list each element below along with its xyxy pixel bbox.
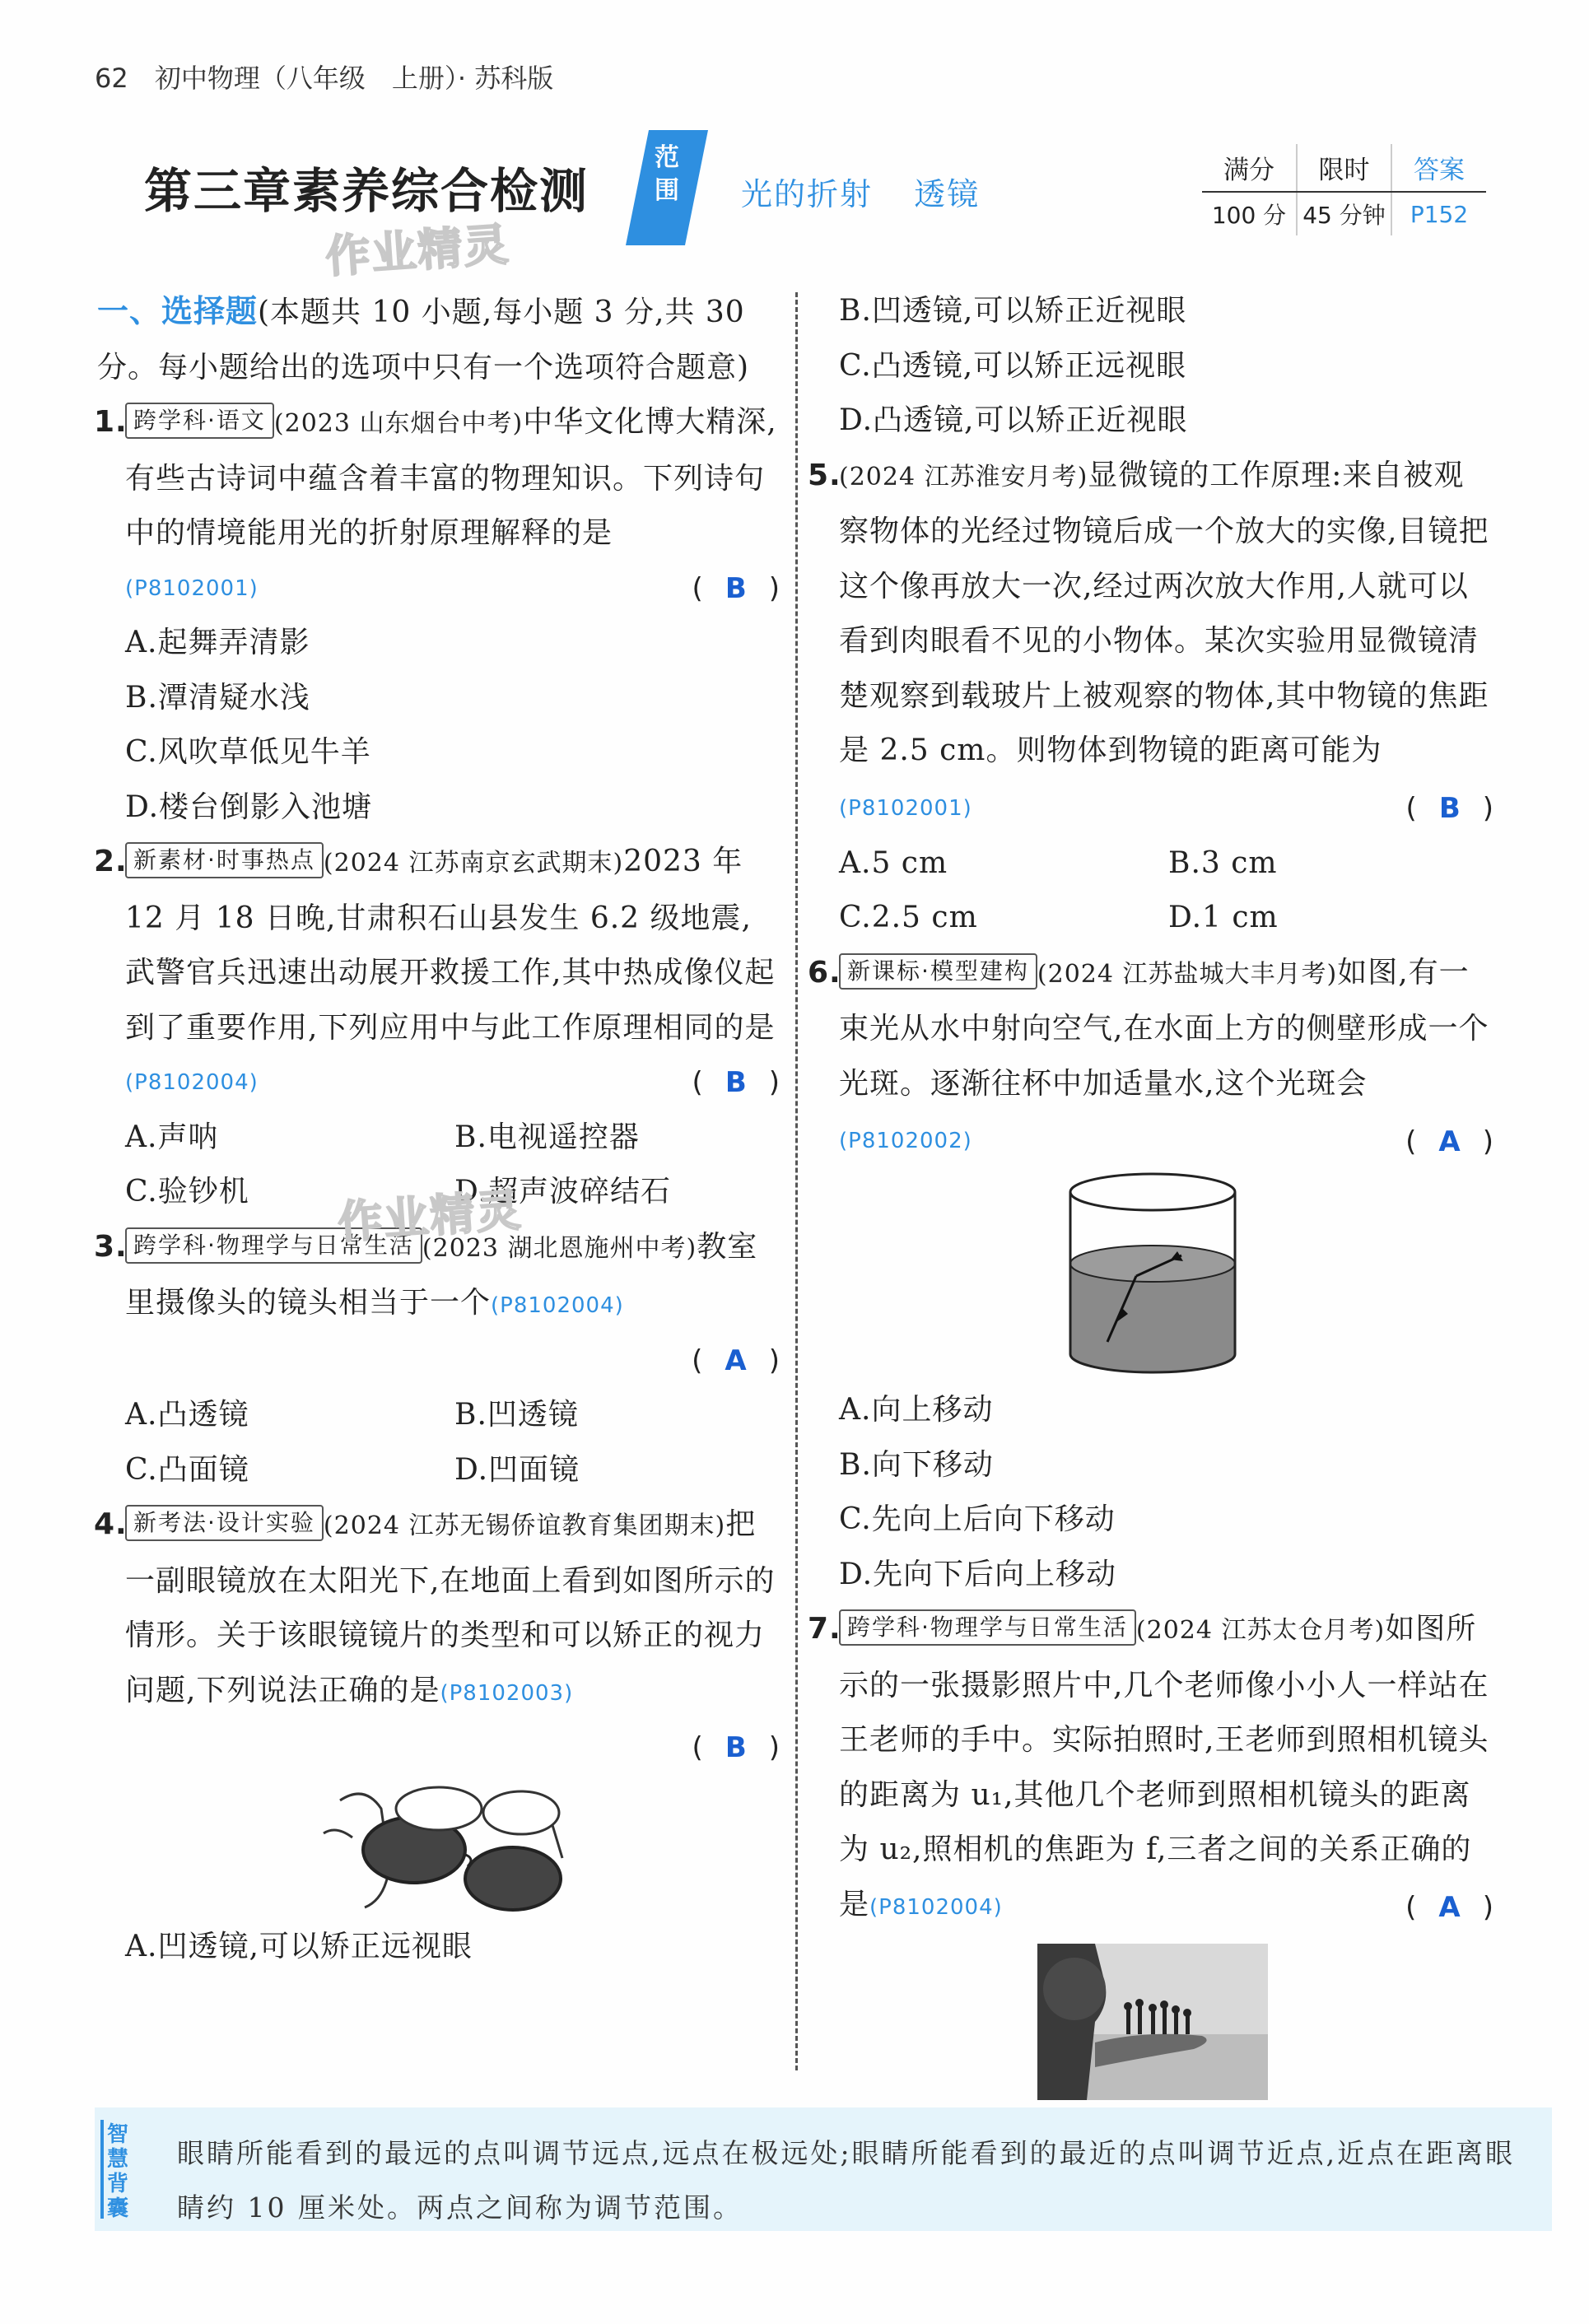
answer-bracket: ( B ) <box>1405 792 1494 825</box>
scope-label: 范围 <box>655 143 679 205</box>
answer-bracket: ( B ) <box>692 1731 781 1764</box>
answer-value: A <box>1438 1125 1461 1158</box>
scope-topic: 光的折射 <box>741 176 874 212</box>
question-code: (P8102001) <box>125 575 259 601</box>
watermark: 作业精灵 <box>336 1184 524 1249</box>
question-tag: 新课标·模型建构 <box>839 953 1037 990</box>
option: A.起舞弄清影 <box>125 626 310 659</box>
question-1 <box>94 395 781 616</box>
question-tag: 新考法·设计实验 <box>125 1505 324 1541</box>
question-stem: 教室里摄像头的镜头相当于一个 <box>125 1229 758 1320</box>
question-code: (P8102003) <box>440 1680 574 1706</box>
question-code: (P8102001) <box>839 795 972 821</box>
question-code: (P8102002) <box>839 1129 972 1153</box>
question-source: (2024 江苏盐城大丰月考) <box>1037 959 1338 989</box>
option: C.风吹草低见牛羊 <box>125 735 371 769</box>
option: D.凸透镜,可以矫正近视眼 <box>839 403 1188 437</box>
answer-header: 答案 <box>1391 144 1486 192</box>
question-number: 3. <box>94 1229 128 1264</box>
option: B.向下移动 <box>839 1447 994 1482</box>
options-grid <box>811 836 1494 946</box>
tip-label: 智慧背囊 <box>107 2122 129 2221</box>
question-number: 2. <box>94 845 128 878</box>
option: D.先向下后向上移动 <box>839 1557 1117 1591</box>
option: D.凹面镜 <box>454 1452 580 1487</box>
option: C.先向上后向下移动 <box>839 1502 1116 1536</box>
question-stem: 显微镜的工作原理:来自被观察物体的光经过物镜后成一个放大的实像,目镜把这个像再放大一次,经过两次放大作用,人就可以看到肉眼看不见的小物体。某次实验用显微镜清楚观察到载玻片上被观察的物体,其中物镜的焦距是 2.5 cm。则物体到物镜的距离可能为 <box>839 458 1489 767</box>
option: A.声呐 <box>125 1120 219 1154</box>
option: C.凸面镜 <box>125 1452 249 1487</box>
answer-value: B <box>725 571 748 605</box>
question-stem: 把一副眼镜放在太阳光下,在地面上看到如图所示的情形。关于该眼镜镜片的类型和可以矫正的视力问题,下列说法正确的是 <box>125 1507 776 1707</box>
question-source: (2024 江苏淮安月考) <box>839 462 1088 491</box>
question-stem: 如图所示的一张摄影照片中,几个老师像小小人一样站在王老师的手中。实际拍照时,王老师到照相机镜头的距离为 u₁,其他几个老师到照相机镜头的距离为 u₂,照相机的焦距为 f,三者之间的关系正确的是 <box>839 1612 1489 1921</box>
answer-value: B <box>725 1066 748 1099</box>
question-source: (2024 江苏南京玄武期末) <box>323 849 624 878</box>
option: B.3 cm <box>1168 845 1278 880</box>
option: B.电视遥控器 <box>454 1120 640 1154</box>
section-title: 一、选择题 <box>97 293 259 329</box>
question-number: 5. <box>808 458 841 492</box>
answer-bracket: ( B ) <box>692 571 781 605</box>
option: C.2.5 cm <box>839 901 978 934</box>
question-number: 6. <box>808 955 841 990</box>
glasses-figure <box>97 1776 781 1920</box>
question-number: 1. <box>94 405 128 439</box>
question-tag: 跨学科·物理学与日常生活 <box>839 1609 1136 1646</box>
option: D.1 cm <box>1168 901 1279 934</box>
option: C.凸透镜,可以矫正远视眼 <box>839 348 1187 383</box>
glasses-illustration <box>307 1776 571 1920</box>
forced-perspective-photo <box>1037 1944 1268 2100</box>
question-source: (2023 湖北恩施州中考) <box>422 1233 697 1263</box>
tip-accent-bar <box>100 2120 104 2219</box>
full-score-header: 满分 <box>1202 144 1297 192</box>
time-limit-value: 45 分钟 <box>1297 192 1391 235</box>
options-grid <box>97 1388 781 1497</box>
answer-bracket: ( A ) <box>1405 1891 1494 1924</box>
answer-bracket: ( A ) <box>692 1344 781 1377</box>
option: A.5 cm <box>839 845 948 880</box>
section-heading <box>97 284 781 395</box>
question-tag: 跨学科·物理学与日常生活 <box>125 1227 422 1264</box>
question-4 <box>94 1497 781 1776</box>
option: D.超声波碎结石 <box>454 1175 672 1209</box>
watermark: 作业精灵 <box>324 218 512 283</box>
option: A.凹透镜,可以矫正远视眼 <box>125 1929 473 1963</box>
question-3 <box>94 1220 781 1389</box>
question-code: (P8102004) <box>125 1070 259 1095</box>
question-6 <box>808 946 1494 1170</box>
cup-figure <box>811 1169 1494 1383</box>
right-column <box>808 284 1494 2100</box>
book-title: 初中物理（八年级 上册）· 苏科版 <box>154 63 554 94</box>
question-stem: 中华文化博大精深,有些古诗词中蕴含着丰富的物理知识。下列诗句中的情境能用光的折射原理解释的是 <box>125 405 777 550</box>
option: A.向上移动 <box>839 1393 994 1427</box>
tip-text: 眼睛所能看到的最远的点叫调节远点,远点在极远处;眼睛所能看到的最近的点叫调节近点,近点在距离眼睛约 10 厘米处。两点之间称为调节范围。 <box>177 2137 1516 2224</box>
scope-topics <box>741 169 980 214</box>
question-stem: 2023 年 12 月 18 日晚,甘肃积石山县发生 6.2 级地震,武警官兵迅速出动展开救援工作,其中热成像仪起到了重要作用,下列应用中与此工作原理相同的是 <box>125 845 776 1045</box>
answer-value: B <box>725 1731 748 1764</box>
full-score-value: 100 分 <box>1202 192 1297 235</box>
question-number: 7. <box>808 1612 841 1646</box>
answer-value: A <box>1438 1891 1461 1924</box>
question-2 <box>94 835 781 1111</box>
answer-page-link[interactable]: P152 <box>1410 200 1469 228</box>
answer-value: B <box>1438 792 1461 825</box>
option: B.潭清疑水浅 <box>125 680 310 715</box>
option: A.凸透镜 <box>125 1398 249 1432</box>
page-header <box>95 58 553 95</box>
question-stem: 如图,有一束光从水中射向空气,在水面上方的侧壁形成一个光斑。逐渐往杯中加适量水,这个光斑会 <box>839 955 1489 1101</box>
question-number: 4. <box>94 1507 128 1541</box>
column-divider <box>795 292 798 2070</box>
page-number: 62 <box>95 63 128 94</box>
water-cup-illustration <box>1062 1169 1243 1383</box>
time-limit-header: 限时 <box>1297 144 1391 192</box>
question-source: (2024 江苏无锡侨谊教育集团期末) <box>323 1511 726 1540</box>
question-source: (2024 江苏太仓月考) <box>1135 1616 1386 1645</box>
info-table <box>1202 144 1486 235</box>
scope-topic: 透镜 <box>914 176 981 212</box>
question-code: (P8102004) <box>491 1293 624 1318</box>
question-source: (2023 山东烟台中考) <box>273 409 524 438</box>
option: B.凹透镜,可以矫正近视眼 <box>839 294 1187 328</box>
page-title: 第三章素养综合检测 <box>144 163 589 219</box>
answer-value: A <box>725 1344 748 1377</box>
question-7 <box>808 1602 1494 1935</box>
answer-bracket: ( A ) <box>1405 1125 1494 1158</box>
question-tag: 跨学科·语文 <box>125 403 274 439</box>
question-code: (P8102004) <box>869 1894 1003 1920</box>
question-5 <box>808 449 1494 836</box>
question-tag: 新素材·时事热点 <box>125 842 324 878</box>
answer-bracket: ( B ) <box>692 1066 781 1099</box>
left-column <box>94 284 781 1974</box>
option: D.楼台倒影入池塘 <box>125 789 373 824</box>
option: B.凹透镜 <box>454 1398 579 1432</box>
option: C.验钞机 <box>125 1175 249 1209</box>
photo-figure <box>811 1944 1494 2100</box>
section-desc: (本题共 10 小题,每小题 3 分,共 30 分。每小题给出的选项中只有一个选项符合题意) <box>97 296 750 384</box>
